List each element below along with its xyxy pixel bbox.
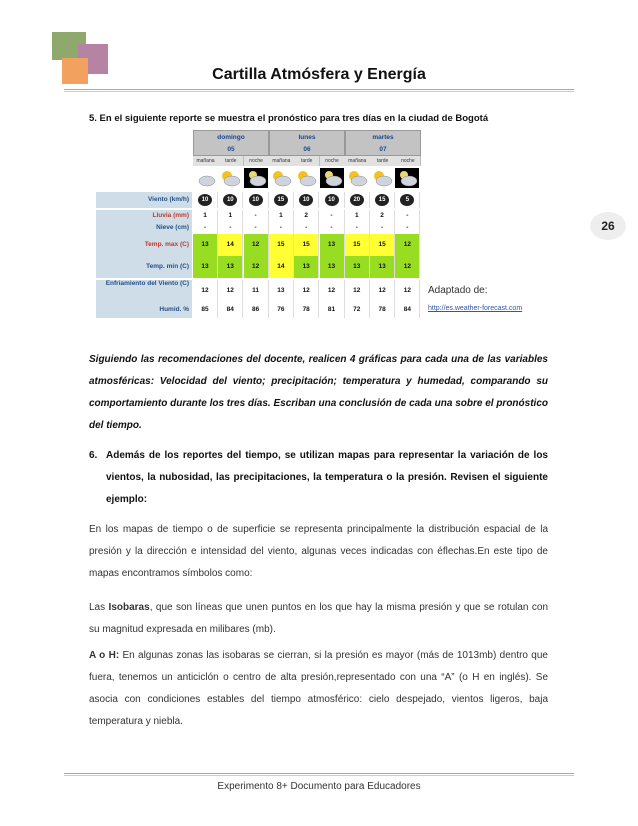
forecast-cell: - — [244, 210, 269, 222]
forecast-cell: 13 — [193, 234, 218, 256]
forecast-cell: 84 — [395, 302, 420, 318]
forecast-cell: 12 — [320, 280, 345, 302]
row-label: Humid. % — [96, 302, 192, 318]
wind-value: 15 — [274, 194, 288, 206]
footer: Experimento 8+ Documento para Educadores — [217, 781, 421, 792]
wind-value: 10 — [249, 194, 263, 206]
forecast-cell: 14 — [218, 234, 243, 256]
footer-divider — [64, 773, 574, 774]
isobars-text: , que son líneas que unen puntos en los que hay la misma presión y que se rotulan con su magnitud expresada en milibares (mb). — [89, 602, 549, 635]
day-date: 05 — [227, 146, 235, 153]
forecast-cell: 13 — [218, 256, 243, 278]
period-label: mañana — [269, 156, 295, 166]
forecast-cell — [193, 192, 218, 208]
instruction-paragraph: Siguiendo las recomendaciones del docente, realicen 4 gráficas para cada una de las variables atmosféricas: Velocidad del viento; precipitación; temperatura y humedad, comparando su comportamiento durante los tres días. Escriban una conclusión de cada una sobre el pronóstico del tiempo. — [89, 354, 548, 431]
cloud-icon — [193, 168, 217, 188]
wind-value: 20 — [350, 194, 364, 206]
forecast-cell: 13 — [370, 256, 395, 278]
sun-cloud-icon — [370, 168, 394, 188]
source-link[interactable]: http://es.weather-forecast.com — [428, 305, 523, 312]
period-label: tarde — [370, 156, 396, 166]
forecast-cell: - — [345, 222, 370, 234]
period-label: mañana — [193, 156, 219, 166]
forecast-row — [193, 210, 421, 222]
forecast-cell: 1 — [345, 210, 370, 222]
row-label: Enfriamiento del Viento (C) — [96, 280, 192, 302]
question-6-text: Además de los reportes del tiempo, se utilizan mapas para representar la variación de los vientos, la nubosidad, las precipitaciones, la temperatura o la presión. Revisen el siguiente ejemplo: — [106, 450, 548, 505]
day-name: lunes — [298, 134, 316, 141]
row-label: Temp. min (C) — [96, 256, 192, 278]
day-header — [345, 130, 421, 156]
forecast-cell: 1 — [218, 210, 243, 222]
forecast-cell — [370, 192, 395, 208]
wind-value: 10 — [299, 194, 313, 206]
wind-value: 10 — [223, 194, 237, 206]
moon-cloud-icon — [320, 168, 344, 188]
row-label: Viento (km/h) — [96, 192, 192, 208]
forecast-cell: 12 — [193, 280, 218, 302]
forecast-cell: - — [193, 222, 218, 234]
forecast-cell: 81 — [320, 302, 345, 318]
forecast-row — [193, 192, 421, 208]
period-label: tarde — [294, 156, 320, 166]
forecast-cell: 86 — [244, 302, 269, 318]
period-label: tarde — [218, 156, 244, 166]
forecast-table — [96, 130, 422, 324]
forecast-cell: - — [395, 222, 420, 234]
forecast-cell — [244, 192, 269, 208]
question-6-number: 6. — [89, 450, 98, 461]
forecast-cell — [345, 192, 370, 208]
page-title: Cartilla Atmósfera y Energía — [212, 66, 426, 83]
forecast-cell: - — [395, 210, 420, 222]
forecast-cell: - — [294, 222, 319, 234]
page-number-badge: 26 — [590, 212, 626, 240]
forecast-cell: 12 — [294, 280, 319, 302]
forecast-cell: 1 — [269, 210, 294, 222]
period-label: noche — [395, 156, 421, 166]
row-label: Lluvia (mm) — [96, 210, 192, 222]
forecast-cell: - — [269, 222, 294, 234]
forecast-cell: 13 — [320, 256, 345, 278]
sun-cloud-icon — [345, 168, 369, 188]
maps-paragraph: En los mapas de tiempo o de superficie se representa principalmente la distribución espacial de la presión y la dirección e intensidad del viento, algunas veces indicadas con éflechas.En este tipo de mapas encontramos símbolos como: — [89, 524, 548, 579]
ah-term: A o H: — [89, 650, 120, 661]
forecast-cell — [218, 192, 243, 208]
header-divider — [64, 89, 574, 90]
ah-text: En algunas zonas las isobaras se cierran, si la presión es mayor (más de 1013mb) dentro que fuera, tenemos un anticiclón o centro de alta presión,representado con una “A” (o H en inglés). Se asocia con condiciones estables del tiempo atmosférico: cielo despejado, vientos ligeros, baja temperatura y niebla. — [89, 650, 548, 727]
forecast-cell: 12 — [395, 280, 420, 302]
forecast-cell: 76 — [269, 302, 294, 318]
question-6 — [89, 445, 548, 511]
forecast-cell: 15 — [269, 234, 294, 256]
forecast-cell: 78 — [294, 302, 319, 318]
ah-paragraph — [89, 645, 548, 733]
forecast-cell: 1 — [193, 210, 218, 222]
forecast-cell: 14 — [269, 256, 294, 278]
forecast-row — [193, 256, 421, 278]
forecast-cell: 12 — [244, 256, 269, 278]
forecast-cell — [320, 192, 345, 208]
wind-value: 5 — [400, 194, 414, 206]
forecast-cell — [294, 192, 319, 208]
forecast-cell: 2 — [294, 210, 319, 222]
forecast-cell: 12 — [395, 256, 420, 278]
forecast-cell: - — [218, 222, 243, 234]
period-label: noche — [244, 156, 270, 166]
isobars-lead: Las — [89, 602, 109, 613]
forecast-cell — [395, 192, 420, 208]
day-header — [269, 130, 345, 156]
forecast-cell: 13 — [345, 256, 370, 278]
wind-value: 10 — [325, 194, 339, 206]
sun-cloud-icon — [269, 168, 293, 188]
day-date: 06 — [303, 146, 311, 153]
forecast-row — [193, 302, 421, 318]
source-label: Adaptado de: — [428, 285, 488, 296]
forecast-cell: 13 — [193, 256, 218, 278]
sun-cloud-icon — [218, 168, 242, 188]
forecast-cell: 12 — [244, 234, 269, 256]
forecast-cell: 13 — [294, 256, 319, 278]
forecast-cell: - — [320, 210, 345, 222]
forecast-row — [193, 222, 421, 234]
forecast-cell: 15 — [294, 234, 319, 256]
row-label: Nieve (cm) — [96, 222, 192, 234]
forecast-row — [193, 280, 421, 302]
forecast-row — [193, 234, 421, 256]
question-5: 5. En el siguiente reporte se muestra el pronóstico para tres días en la ciudad de Bogotá — [89, 113, 489, 124]
forecast-cell: 84 — [218, 302, 243, 318]
forecast-cell: 85 — [193, 302, 218, 318]
forecast-cell: 12 — [370, 280, 395, 302]
forecast-cell: - — [370, 222, 395, 234]
period-label: noche — [320, 156, 346, 166]
isobars-paragraph — [89, 597, 548, 641]
wind-value: 10 — [198, 194, 212, 206]
row-label: Temp. max (C) — [96, 234, 192, 256]
moon-cloud-icon — [244, 168, 268, 188]
wind-value: 15 — [375, 194, 389, 206]
forecast-cell: 72 — [345, 302, 370, 318]
forecast-cell: - — [244, 222, 269, 234]
forecast-cell: 12 — [218, 280, 243, 302]
forecast-cell: 2 — [370, 210, 395, 222]
forecast-cell: 12 — [395, 234, 420, 256]
isobars-term: Isobaras — [108, 602, 150, 613]
forecast-cell: 13 — [269, 280, 294, 302]
day-name: martes — [372, 134, 394, 141]
period-label: mañana — [345, 156, 371, 166]
forecast-cell: 12 — [345, 280, 370, 302]
forecast-cell: - — [320, 222, 345, 234]
moon-cloud-icon — [395, 168, 419, 188]
forecast-cell: 13 — [320, 234, 345, 256]
day-header — [193, 130, 269, 156]
forecast-cell: 11 — [244, 280, 269, 302]
forecast-cell: 15 — [345, 234, 370, 256]
day-date: 07 — [379, 146, 387, 153]
forecast-cell: 15 — [370, 234, 395, 256]
day-name: domingo — [217, 134, 245, 141]
forecast-cell — [269, 192, 294, 208]
sun-cloud-icon — [294, 168, 318, 188]
forecast-cell: 78 — [370, 302, 395, 318]
